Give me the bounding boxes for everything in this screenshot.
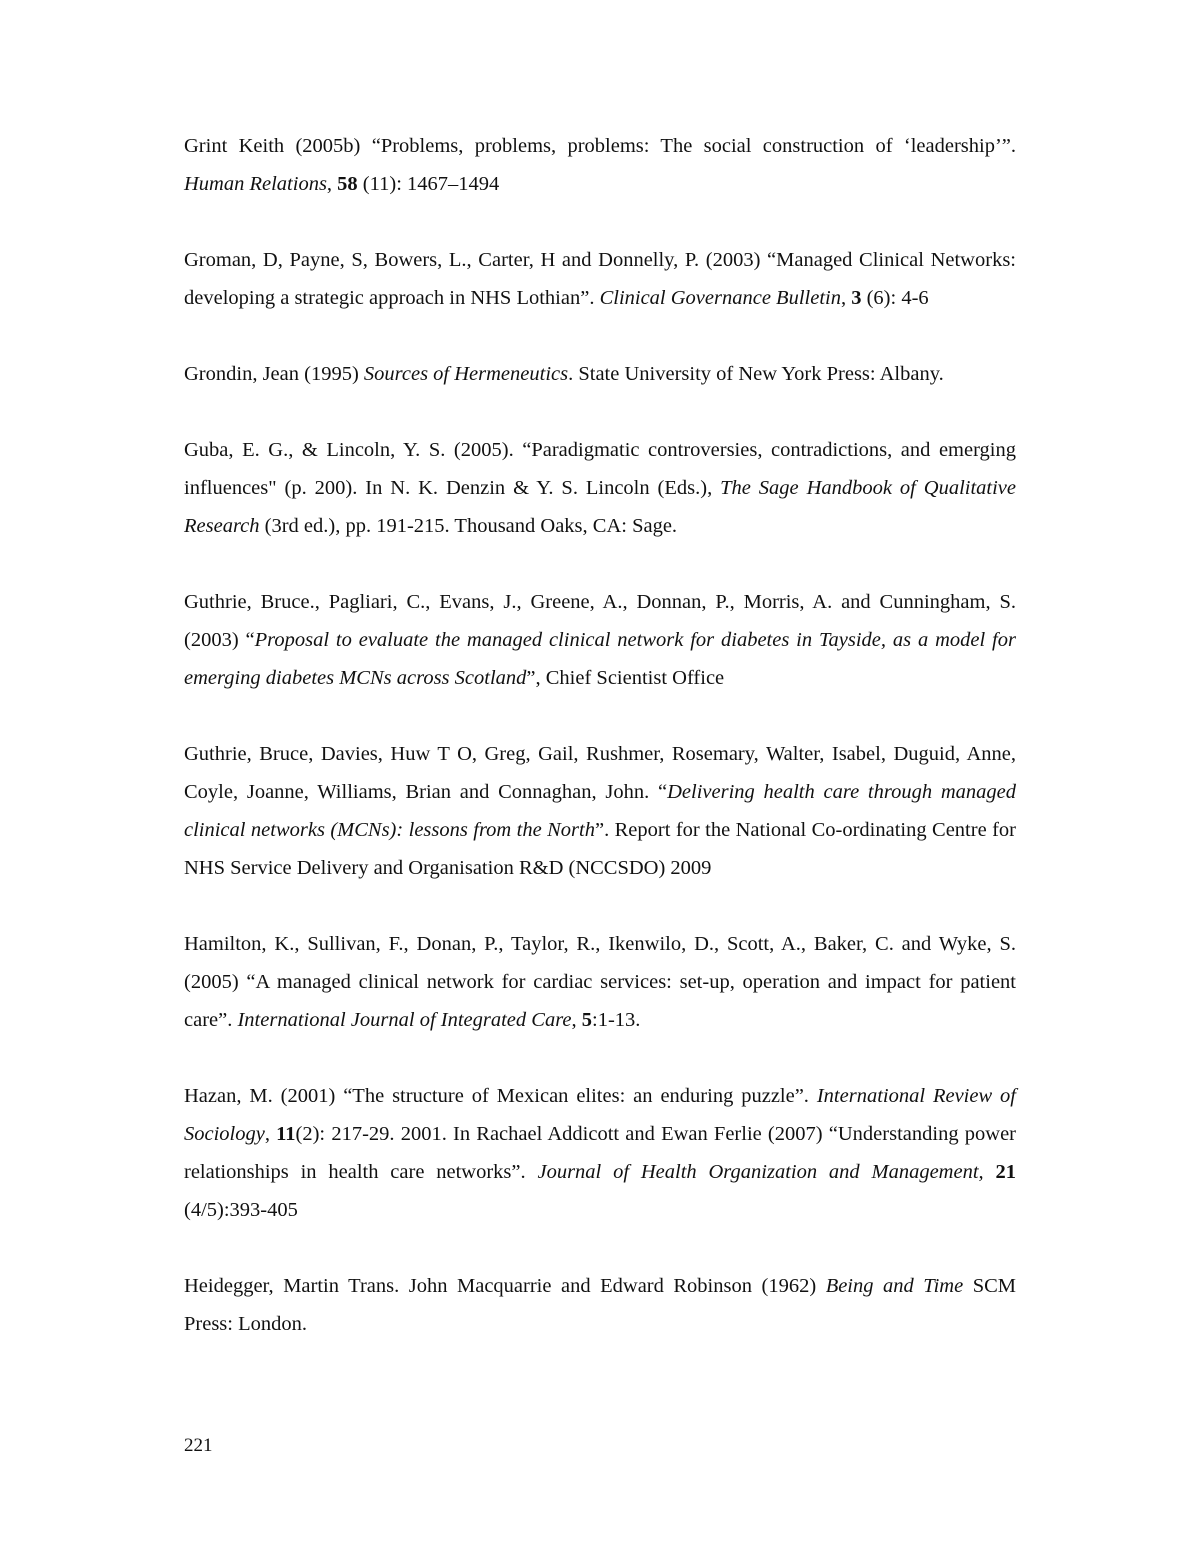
reference-text: , — [571, 1009, 582, 1031]
reference-volume-bold: 5 — [581, 1009, 593, 1031]
reference-text: (4/5):393-405 — [184, 1161, 1022, 1221]
page-number: 221 — [184, 1435, 213, 1456]
reference-text: , — [264, 1123, 277, 1145]
reference-entry — [184, 431, 1022, 545]
reference-text: (2): 217-29. 2001. In Rachael Addicott and Ewan Ferlie (2007) “Understanding power relationships in health care networks”. — [184, 1123, 1022, 1183]
reference-text: Hazan, M. (2001) “The structure of Mexican elites: an enduring puzzle”. — [184, 1085, 817, 1107]
reference-entry — [184, 1267, 1022, 1343]
reference-text: , — [840, 287, 852, 309]
reference-entry — [184, 583, 1022, 697]
reference-text: Guthrie, Bruce., Pagliari, C., Evans, J., Greene, A., Donnan, P., Morris, A. and Cunningham, S.(2003) “ — [184, 591, 1016, 651]
reference-text: Groman, D, Payne, S, Bowers, L., Carter, H and Donnelly, P. (2003) “Managed Clinical Networks: developing a strategic approach in NHS Lothian”. — [184, 249, 1022, 309]
reference-text: ”. Report for the National Co-ordinating Centre for NHS Service Delivery and Organisation R&D (NCCSDO) 2009 — [184, 819, 1022, 879]
reference-volume-bold: 3 — [851, 287, 862, 309]
reference-entry — [184, 1077, 1022, 1229]
reference-title-italic: Clinical Governance Bulletin — [599, 287, 841, 309]
reference-title-italic: Proposal to evaluate the managed clinical network for diabetes in Tayside, as a model for emerging diabetes MCNs across Scotland — [184, 629, 1022, 689]
reference-title-italic: The Sage Handbook of Qualitative Research — [184, 477, 1022, 537]
reference-title-italic: Being and Time — [825, 1275, 964, 1297]
reference-text: Grondin, Jean (1995) — [184, 363, 364, 385]
reference-entry — [184, 925, 1022, 1039]
reference-text: SCM Press: London. — [184, 1275, 1022, 1335]
reference-text: :1-13. — [592, 1009, 641, 1031]
reference-text: ”, Chief Scientist Office — [526, 667, 725, 689]
reference-title-italic: International Review of Sociology — [184, 1085, 1022, 1145]
reference-title-italic: International Journal of Integrated Care — [237, 1009, 572, 1031]
reference-title-italic: Delivering health care through managed clinical networks (MCNs): lessons from the North — [184, 781, 1022, 841]
reference-text: (3rd ed.), pp. 191-215. Thousand Oaks, CA: Sage. — [259, 515, 678, 537]
reference-entry — [184, 127, 1022, 203]
reference-title-italic: Sources of Hermeneutics — [363, 363, 569, 385]
reference-text: , — [326, 173, 338, 195]
reference-text: . State University of New York Press: Albany. — [568, 363, 944, 385]
reference-volume-bold: 21 — [995, 1161, 1017, 1183]
reference-text: (6): 4-6 — [861, 287, 929, 309]
reference-title-italic: Journal of Health Organization and Management, — [537, 1161, 984, 1183]
reference-text: (11): 1467–1494 — [357, 173, 500, 195]
reference-text: Guthrie, Bruce, Davies, Huw T O, Greg, Gail, Rushmer, Rosemary, Walter, Isabel, Duguid, Anne, Coyle, Joanne, Williams, Brian and Connaghan, John. “ — [184, 743, 1022, 803]
reference-entry — [184, 735, 1022, 887]
reference-text: Heidegger, Martin Trans. John Macquarrie and Edward Robinson (1962) — [184, 1275, 826, 1297]
reference-volume-bold: 11 — [276, 1123, 296, 1145]
reference-text — [984, 1161, 996, 1183]
reference-text: Guba, E. G., & Lincoln, Y. S. (2005). “Paradigmatic controversies, contradictions, and emerging influences" (p. 200). In N. K. Denzin & Y. S. Lincoln (Eds.), — [184, 439, 1022, 499]
reference-text: Hamilton, K., Sullivan, F., Donan, P., Taylor, R., Ikenwilo, D., Scott, A., Baker, C. and Wyke, S. (2005) “A managed clinical network for cardiac services: set-up, operation and impact for patient care”. — [184, 933, 1022, 1031]
reference-entry — [184, 241, 1022, 317]
reference-text: Grint Keith (2005b) “Problems, problems, problems: The social construction of ‘leadership’”. — [184, 135, 1022, 157]
reference-entry — [184, 355, 1016, 393]
reference-list — [184, 127, 1022, 1381]
reference-title-italic: Human Relations — [184, 173, 327, 195]
reference-volume-bold: 58 — [337, 173, 358, 195]
